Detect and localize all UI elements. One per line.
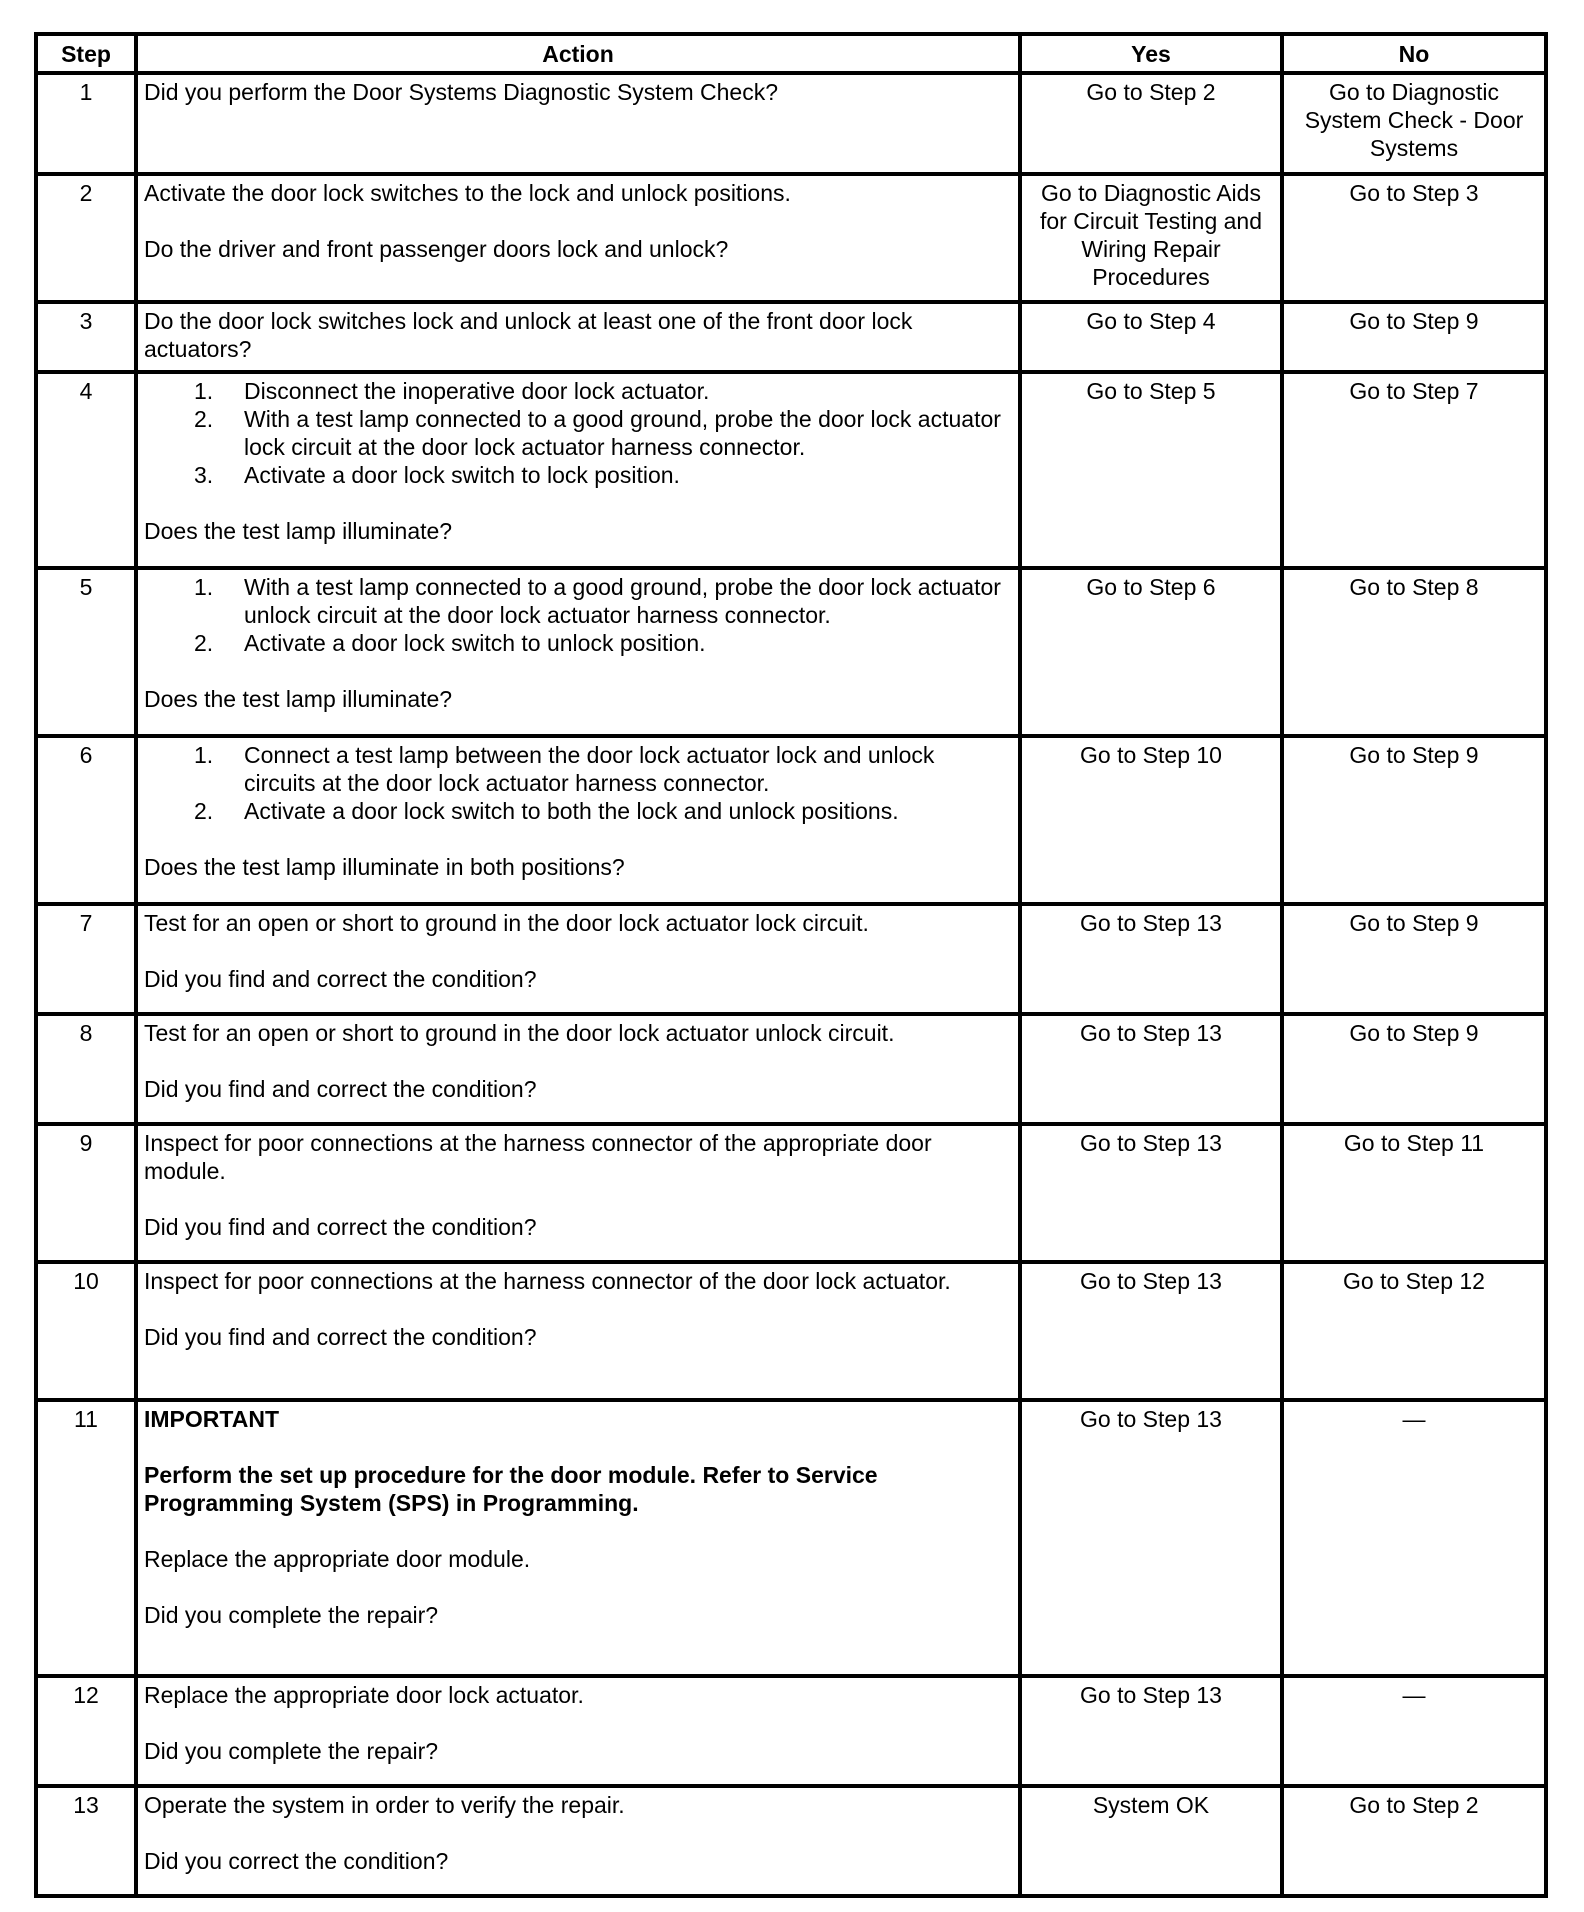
step-number: 2 [36,174,136,302]
column-header-step: Step [36,34,136,73]
action-steps-list [144,741,1012,825]
action-instruction: Operate the system in order to verify the repair. [144,1792,625,1818]
no-result: Go to Step 9 [1282,1014,1546,1124]
step-number: 12 [36,1676,136,1786]
step-number: 3 [36,302,136,372]
action-cell [136,1124,1020,1262]
list-item: 1. With a test lamp connected to a good ground, probe the door lock actuator unlock circuit at the door lock actuator harness connector. [194,574,1001,628]
column-header-no: No [1282,34,1546,73]
list-item-text: Connect a test lamp between the door lock actuator lock and unlock circuits at the door lock actuator harness connector. [244,742,935,796]
step-number: 11 [36,1400,136,1676]
table-row [36,1786,1546,1896]
action-question: Do the door lock switches lock and unlock at least one of the front door lock actuators? [144,308,913,362]
action-instruction: Test for an open or short to ground in the door lock actuator lock circuit. [144,910,869,936]
yes-result: Go to Step 2 [1020,73,1282,174]
no-result: Go to Step 9 [1282,736,1546,904]
action-cell [136,904,1020,1014]
no-result: Go to Step 9 [1282,904,1546,1014]
no-result: Go to Step 3 [1282,174,1546,302]
table-row [36,1262,1546,1400]
list-item-text: With a test lamp connected to a good ground, probe the door lock actuator unlock circuit at the door lock actuator harness connector. [244,574,1001,628]
important-note: Perform the set up procedure for the door module. Refer to Service Programming System (SPS) in Programming. [144,1462,878,1516]
no-result: Go to Step 9 [1282,302,1546,372]
step-number: 9 [36,1124,136,1262]
step-number: 8 [36,1014,136,1124]
action-instruction: Test for an open or short to ground in the door lock actuator unlock circuit. [144,1020,895,1046]
list-item-text: Disconnect the inoperative door lock actuator. [244,378,710,404]
table-row [36,1400,1546,1676]
action-question: Does the test lamp illuminate? [144,518,453,544]
list-item: 2. With a test lamp connected to a good ground, probe the door lock actuator lock circuit at the door lock actuator harness connector. [194,406,1001,460]
action-cell [136,1400,1020,1676]
step-number: 13 [36,1786,136,1896]
no-result: Go to Step 8 [1282,568,1546,736]
table-row [36,1014,1546,1124]
action-instruction: Activate the door lock switches to the lock and unlock positions. [144,180,791,206]
step-number: 1 [36,73,136,174]
yes-result: Go to Diagnostic Aids for Circuit Testing and Wiring Repair Procedures [1020,174,1282,302]
action-cell [136,568,1020,736]
table-header-row [36,34,1546,73]
no-result: Go to Step 2 [1282,1786,1546,1896]
table-row [36,73,1546,174]
action-cell [136,1262,1020,1400]
action-cell [136,372,1020,568]
action-cell [136,736,1020,904]
list-item-text: With a test lamp connected to a good ground, probe the door lock actuator lock circuit at the door lock actuator harness connector. [244,406,1001,460]
yes-result: Go to Step 13 [1020,1400,1282,1676]
action-question: Did you find and correct the condition? [144,966,537,992]
action-cell [136,302,1020,372]
list-item-text: Activate a door lock switch to lock position. [244,462,680,488]
no-result: Go to Step 12 [1282,1262,1546,1400]
yes-result: Go to Step 4 [1020,302,1282,372]
yes-result: Go to Step 13 [1020,1124,1282,1262]
no-result: — [1282,1676,1546,1786]
action-cell [136,1786,1020,1896]
action-instruction: Replace the appropriate door module. [144,1546,531,1572]
action-cell [136,174,1020,302]
table-row [36,904,1546,1014]
action-instruction: Replace the appropriate door lock actuator. [144,1682,584,1708]
action-cell [136,73,1020,174]
step-number: 5 [36,568,136,736]
list-item-text: Activate a door lock switch to unlock position. [244,630,706,656]
table-row [36,1124,1546,1262]
diagnostic-table [34,32,1548,1898]
table-row [36,302,1546,372]
step-number: 4 [36,372,136,568]
step-number: 6 [36,736,136,904]
action-question: Does the test lamp illuminate? [144,686,453,712]
table-row [36,568,1546,736]
list-item: 2. Activate a door lock switch to unlock position. [194,630,706,656]
diagnostic-page [34,32,1548,1898]
yes-result: Go to Step 13 [1020,1676,1282,1786]
no-result: — [1282,1400,1546,1676]
column-header-action: Action [136,34,1020,73]
yes-result: System OK [1020,1786,1282,1896]
no-result: Go to Step 11 [1282,1124,1546,1262]
yes-result: Go to Step 13 [1020,1262,1282,1400]
action-question: Did you correct the condition? [144,1848,449,1874]
action-question: Did you complete the repair? [144,1602,439,1628]
action-question: Did you find and correct the condition? [144,1324,537,1350]
important-label: IMPORTANT [144,1406,280,1432]
yes-result: Go to Step 13 [1020,904,1282,1014]
action-cell [136,1014,1020,1124]
action-instruction: Inspect for poor connections at the harness connector of the door lock actuator. [144,1268,951,1294]
action-steps-list [144,573,1012,657]
table-row [36,736,1546,904]
action-question: Do the driver and front passenger doors lock and unlock? [144,236,729,262]
table-row [36,1676,1546,1786]
table-row [36,372,1546,568]
no-result: Go to Diagnostic System Check - Door Systems [1282,73,1546,174]
action-cell [136,1676,1020,1786]
yes-result: Go to Step 10 [1020,736,1282,904]
action-question: Did you find and correct the condition? [144,1214,537,1240]
yes-result: Go to Step 6 [1020,568,1282,736]
no-result: Go to Step 7 [1282,372,1546,568]
list-item-text: Activate a door lock switch to both the lock and unlock positions. [244,798,899,824]
action-steps-list [144,377,1012,489]
list-item: 1. Connect a test lamp between the door lock actuator lock and unlock circuits at the door lock actuator harness connector. [194,742,935,796]
yes-result: Go to Step 5 [1020,372,1282,568]
action-question: Did you complete the repair? [144,1738,439,1764]
action-question: Did you perform the Door Systems Diagnostic System Check? [144,79,779,105]
column-header-yes: Yes [1020,34,1282,73]
list-item: 1. Disconnect the inoperative door lock actuator. [194,378,710,404]
step-number: 7 [36,904,136,1014]
step-number: 10 [36,1262,136,1400]
action-question: Did you find and correct the condition? [144,1076,537,1102]
list-item: 2. Activate a door lock switch to both the lock and unlock positions. [194,798,899,824]
action-instruction: Inspect for poor connections at the harness connector of the appropriate door module. [144,1130,932,1184]
action-question: Does the test lamp illuminate in both positions? [144,854,625,880]
table-row [36,174,1546,302]
yes-result: Go to Step 13 [1020,1014,1282,1124]
list-item: 3. Activate a door lock switch to lock position. [194,462,680,488]
